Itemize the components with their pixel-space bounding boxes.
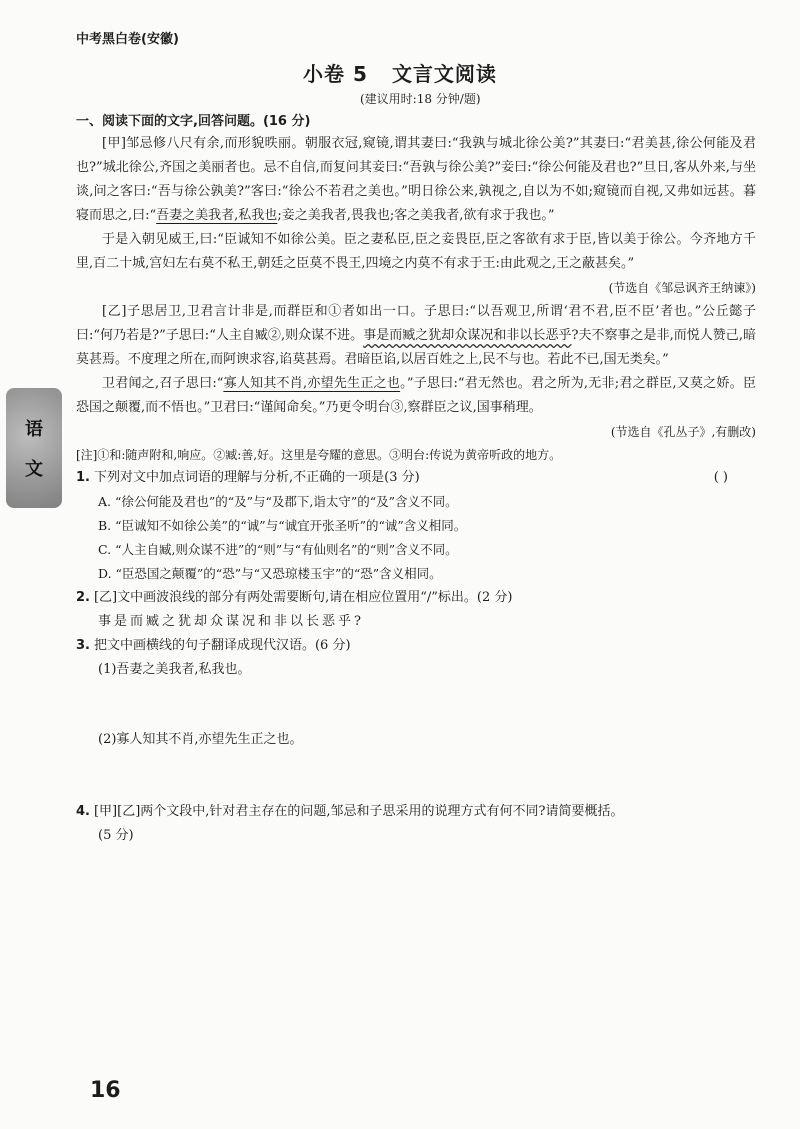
- option-c[interactable]: C. “人主自臧,则众谋不进”的“则”与“有仙则名”的“则”含义不同。: [98, 542, 458, 557]
- passage-yi-paragraph-2: [76, 372, 756, 420]
- underlined-sentence-1: 吾妻之美我者,私我也: [156, 208, 278, 223]
- sentence-to-punctuate[interactable]: 事是而臧之犹却众谋况和非以长恶乎?: [98, 614, 364, 629]
- suggested-time: (建议用时:18 分钟/题): [360, 92, 481, 106]
- question-number: 3.: [76, 638, 90, 653]
- wavy-underlined-sentence: 事是而臧之犹却众谋况和非以长恶乎: [363, 328, 572, 343]
- answer-parentheses[interactable]: ( ): [713, 470, 728, 485]
- underlined-sentence-2: 寡人知其不肖,亦望先生正之也: [223, 376, 401, 391]
- main-content: [76, 110, 756, 848]
- option-d[interactable]: D. “臣恐国之颠覆”的“恐”与“又恐琼楼玉宇”的“恐”含义相同。: [98, 566, 442, 581]
- translate-sentence-2: (2)寡人知其不肖,亦望先生正之也。: [98, 732, 303, 747]
- passage-text: 卫君闻之,召子思曰:“: [102, 376, 224, 391]
- question-1: [76, 466, 756, 490]
- passage-text: [乙]子思居卫,卫君言计非是,而群臣和①者如出一口。子思曰:“以吾观卫,所谓‘君不君,臣不臣’者也。”公丘懿子曰:“何乃若是?”子思曰:“人主自臧②,则众谋不进。: [76, 304, 756, 343]
- title-part2: 文言文阅读: [391, 62, 497, 86]
- passage-yi-paragraph-1: [76, 300, 756, 372]
- passage-text: 。”子思曰:“君无然也。君之所为,无非;君之群臣,又莫之娇。臣恐国之颠覆,而不悟也。”卫君曰:“谨闻命矣。”乃更令明台③,察群臣之议,国事稍理。: [76, 376, 756, 415]
- passage-text: [甲]邹忌修八尺有余,而形貌昳丽。朝服衣冠,窥镜,谓其妻曰:“我孰与城北徐公美?”其妻曰:“君美甚,徐公何能及君也?”城北徐公,齐国之美丽者也。忌不自信,而复问其妾曰:“吾孰与徐公美?”妾曰:“徐公何能及君也?”旦日,客从外来,与坐谈,问之客曰:“吾与徐公孰美?”客曰:“徐公不若君之美也。”明日徐公来,孰视之,自以为不如;窥镜而自视,又弗如远甚。暮寝而思之,曰:“: [76, 136, 756, 223]
- passage-jia-source: (节选自《邹忌讽齐王纳谏》): [608, 281, 756, 295]
- question-2: [76, 586, 756, 610]
- passage-jia-paragraph-2: 于是入朝见威王,曰:“臣诚知不如徐公美。臣之妻私臣,臣之妾畏臣,臣之客欲有求于臣,皆以美于徐公。今齐地方千里,百二十城,宫妇左右莫不私王,朝廷之臣莫不畏王,四境之内莫不有求于王:由此观之,王之蔽甚矣。”: [76, 232, 756, 271]
- subject-tab-char-2: 文: [25, 459, 43, 480]
- passage-text: ?夫不察事之是非,而悦人赞己,暗莫甚焉。不度理之所在,而阿谀求容,谄莫甚焉。君暗臣谄,以居百姓之上,民不与也。若此不已,国无类矣。”: [76, 328, 756, 367]
- question-text: 下列对文中加点词语的理解与分析,不正确的一项是(3 分): [93, 470, 420, 485]
- section-heading: 一、阅读下面的文字,回答问题。(16 分): [76, 114, 311, 129]
- question-number: 1.: [76, 470, 90, 485]
- answer-space-2[interactable]: [76, 752, 756, 800]
- page-title: [0, 58, 800, 87]
- annotation-note: [注]①和:随声附和,响应。②臧:善,好。这里是夸耀的意思。③明台:传说为黄帝听政的地方。: [76, 448, 562, 462]
- running-header: 中考黑白卷(安徽): [76, 32, 179, 47]
- option-b[interactable]: B. “臣诚知不如徐公美”的“诚”与“诚宜开张圣听”的“诚”含义相同。: [98, 518, 467, 533]
- question-text: 把文中画横线的句子翻译成现代汉语。(6 分): [93, 638, 351, 653]
- question-number: 4.: [76, 804, 90, 819]
- subject-tab: [6, 388, 62, 508]
- question-4: [76, 800, 756, 824]
- question-3: [76, 634, 756, 658]
- question-4-score: (5 分): [98, 828, 134, 843]
- translate-sentence-1: (1)吾妻之美我者,私我也。: [98, 662, 251, 677]
- answer-space-1[interactable]: [76, 682, 756, 728]
- title-part1: 小卷 5: [303, 62, 368, 86]
- question-number: 2.: [76, 590, 90, 605]
- passage-jia-paragraph-1: [76, 132, 756, 228]
- passage-yi-source: (节选自《孔丛子》,有删改): [610, 425, 756, 439]
- question-text: [乙]文中画波浪线的部分有两处需要断句,请在相应位置用“/”标出。(2 分): [93, 590, 513, 605]
- passage-text: ;妾之美我者,畏我也;客之美我者,欲有求于我也。”: [277, 208, 555, 223]
- page-number: 16: [90, 1078, 121, 1103]
- option-a[interactable]: A. “徐公何能及君也”的“及”与“及郡下,诣太守”的“及”含义不同。: [98, 494, 458, 509]
- question-text: [甲][乙]两个文段中,针对君主存在的问题,邹忌和子思采用的说理方式有何不同?请简要概括。: [93, 804, 624, 819]
- subject-tab-char-1: 语: [25, 419, 43, 440]
